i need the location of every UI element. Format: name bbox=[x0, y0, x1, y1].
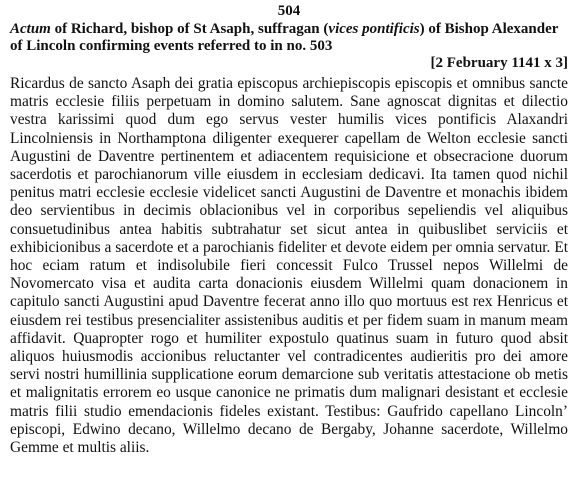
charter-text: Ricardus de sancto Asaph dei gratia episcopus archiepiscopis episcopis et omnibus sancte matris ecclesie filiis perpetuam in domino salutem. Sane agnoscat dignitas et dilectio vestra karissimi quod dum ego servus vester humilis vices pontificis Alaxandri Lincolniensis in Northamptona diligenter exequerer capellam de Welton ecclesie sancti Augustini de Daventre pertinentem et adiacentem requisicione et obsecracione duorum sacerdotis et parochianorum ville eiusdem in ecclesiam dedicavi. Ita tamen quod nichil penitus matri ecclesie ecclesie videlicet sancti Augustini de Daventre et monachis ibidem deo servientibus in decimis oblacionibus vel in corporibus sepeliendis vel aliquibus consuetudinibus antea habitis subtrahatur set sicut antea in quibuslibet serviciis et exhibicionibus a sacerdote et a parochianis fideliter et devote eidem per omnia servatur. Et hoc eciam ratum et indisolubile fieri concessit Fulco Trussel nepos Willelmi de Novomercato visa et audita carta donacionis eiusdem Willelmi quam donacionem in capitulo sancti Augustini apud Daventre fecerat anno illo quo mortuus est rex Henricus et eiusdem rei testibus presencialiter assistenibus auditis et per fidem suam in manum meam affidavit. Quapropter rogo et humiliter expostulo quatinus suam in futuro quod absit aliquos huiusmodis accionibus reluctanter vel contradicentes audieritis pro dei amore servi nostri humillinia supplicatione eorum demarcione sub veritatis attestacione ob metis et malignitatis errorem eo usque canonice ne primatis dum malignari desistant et ecclesie matris filii studio emendacionis fideles existant. Testibus: Gaufrido capellano Lincoln’ episcopi, Edwino decano, Willelmo decano de Bergaby, Johanne sacerdote, Willelmo Gemme et multis aliis. bbox=[10, 75, 568, 457]
document-heading bbox=[10, 21, 568, 55]
heading-text-2: ) of Bishop Alexander of Lincoln confirming events referred to in no. 503 bbox=[10, 21, 559, 54]
heading-actum: Actum bbox=[10, 21, 51, 37]
heading-text-1: of Richard, bishop of St Asaph, suffragan ( bbox=[50, 21, 329, 37]
document-dating: [2 February 1141 x 3] bbox=[430, 55, 568, 71]
document-number: 504 bbox=[277, 3, 301, 19]
heading-vices-pontificis: vices pontificis bbox=[328, 21, 420, 37]
